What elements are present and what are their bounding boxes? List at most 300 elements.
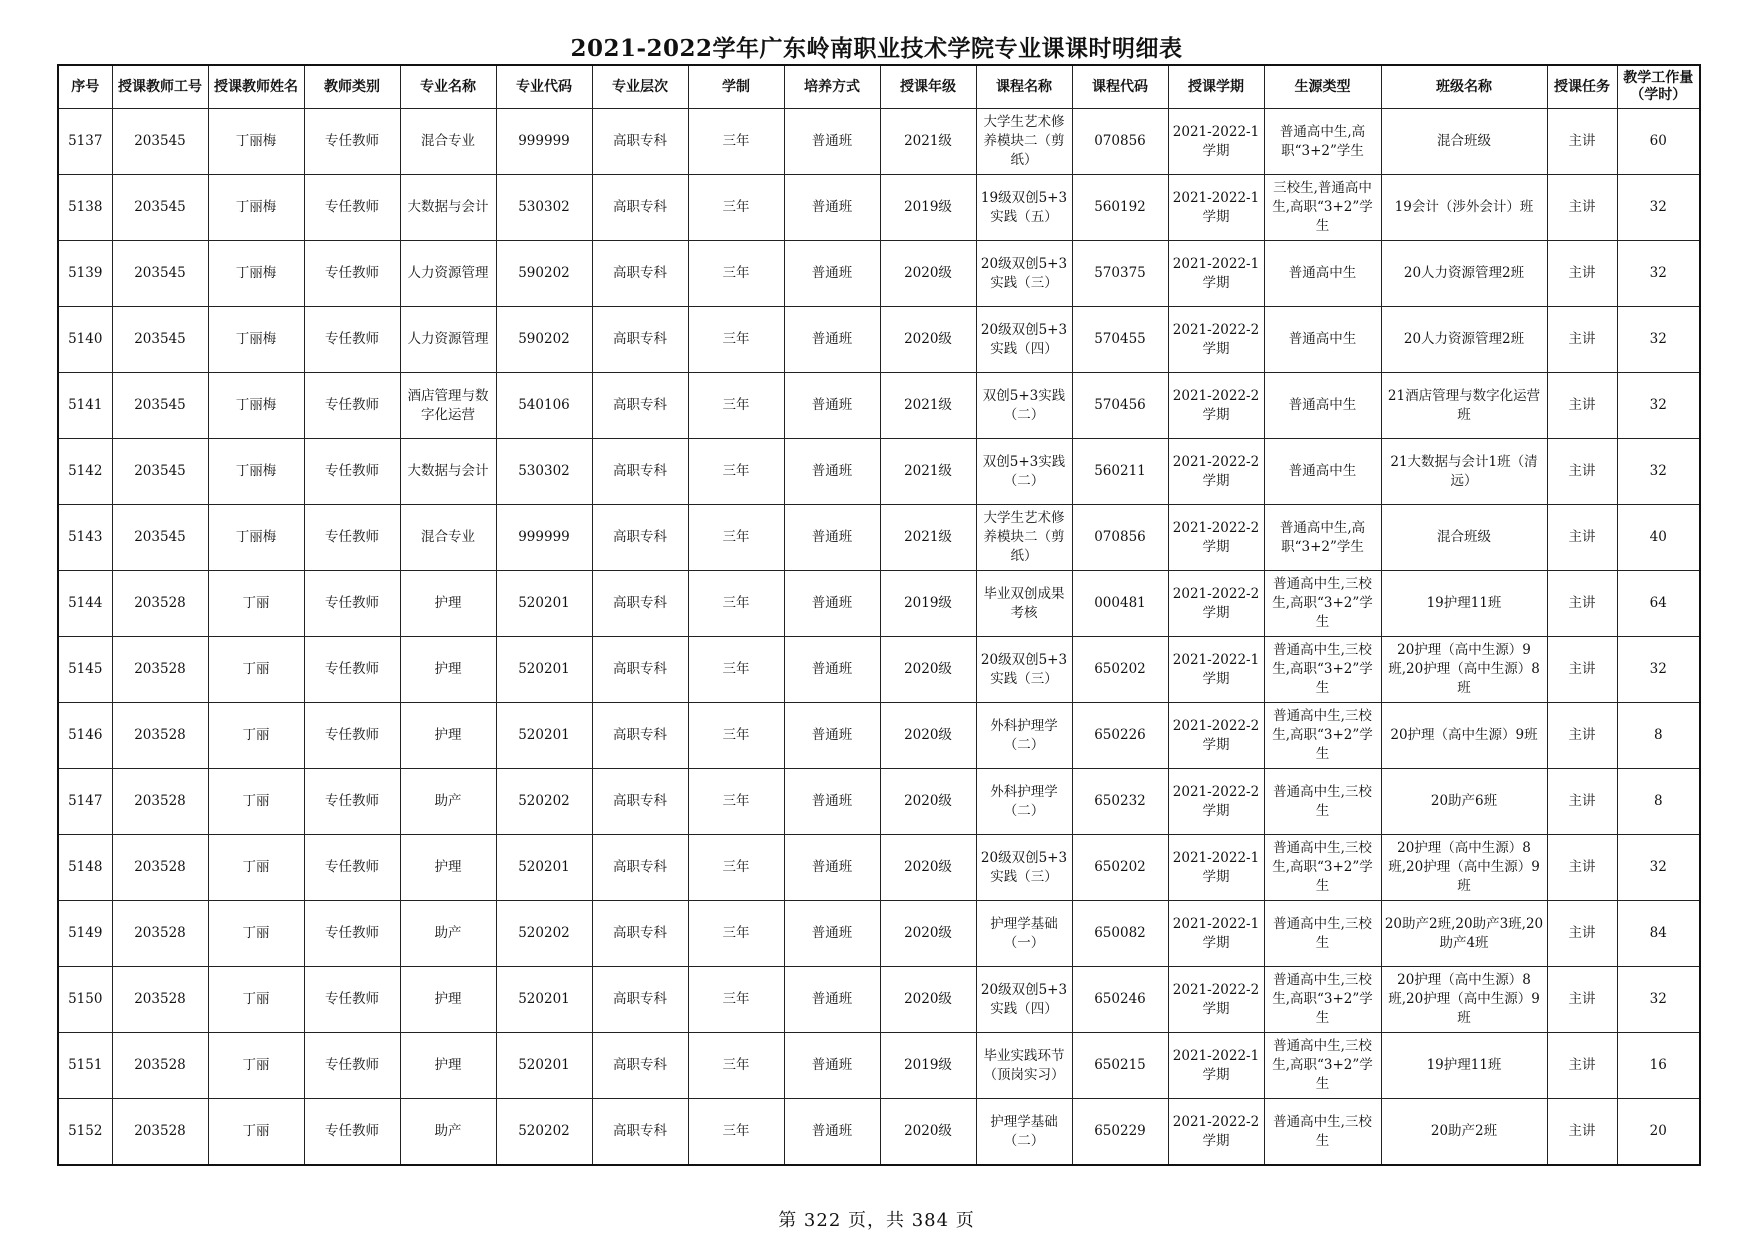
table-cell: 普通高中生 xyxy=(1264,439,1381,505)
table-cell: 19会计（涉外会计）班 xyxy=(1381,175,1547,241)
table-cell: 混合专业 xyxy=(400,505,496,571)
table-cell: 普通班 xyxy=(784,505,880,571)
table-cell: 2021-2022-2学期 xyxy=(1168,703,1264,769)
table-cell: 高职专科 xyxy=(592,307,688,373)
page-footer: 第 322 页，共 384 页 xyxy=(778,1210,975,1231)
table-cell: 三年 xyxy=(688,175,784,241)
table-cell: 5146 xyxy=(58,703,112,769)
table-cell: 20级双创5+3实践（三） xyxy=(976,835,1072,901)
table-cell: 混合专业 xyxy=(400,109,496,175)
table-cell: 5148 xyxy=(58,835,112,901)
table-cell: 丁丽 xyxy=(208,901,304,967)
column-header: 专业名称 xyxy=(400,65,496,109)
table-cell: 203545 xyxy=(112,109,208,175)
table-row xyxy=(58,241,1700,307)
table-cell: 5150 xyxy=(58,967,112,1033)
table-cell: 混合班级 xyxy=(1381,109,1547,175)
table-cell: 650229 xyxy=(1072,1099,1168,1166)
table-cell: 2020级 xyxy=(880,703,976,769)
table-cell: 32 xyxy=(1617,967,1700,1033)
table-cell: 2021-2022-1学期 xyxy=(1168,835,1264,901)
table-cell: 21酒店管理与数字化运营班 xyxy=(1381,373,1547,439)
table-cell: 999999 xyxy=(496,109,592,175)
table-cell: 203528 xyxy=(112,769,208,835)
table-cell: 丁丽 xyxy=(208,1033,304,1099)
table-cell: 203528 xyxy=(112,1099,208,1166)
table-cell: 2021-2022-2学期 xyxy=(1168,967,1264,1033)
table-cell: 丁丽 xyxy=(208,835,304,901)
table-cell: 普通高中生,三校生 xyxy=(1264,1099,1381,1166)
table-row xyxy=(58,307,1700,373)
table-cell: 普通班 xyxy=(784,109,880,175)
column-header: 课程名称 xyxy=(976,65,1072,109)
table-cell: 203545 xyxy=(112,241,208,307)
table-cell: 专任教师 xyxy=(304,439,400,505)
table-cell: 三年 xyxy=(688,703,784,769)
table-cell: 普通高中生,三校生 xyxy=(1264,769,1381,835)
table-cell: 2021级 xyxy=(880,373,976,439)
table-cell: 普通高中生,三校生,高职“3+2”学生 xyxy=(1264,1033,1381,1099)
table-cell: 19护理11班 xyxy=(1381,1033,1547,1099)
table-cell: 普通班 xyxy=(784,1033,880,1099)
table-cell: 专任教师 xyxy=(304,835,400,901)
table-cell: 32 xyxy=(1617,439,1700,505)
column-header: 序号 xyxy=(58,65,112,109)
table-cell: 专任教师 xyxy=(304,967,400,1033)
table-cell: 2020级 xyxy=(880,1099,976,1166)
table-cell: 203528 xyxy=(112,835,208,901)
table-cell: 203528 xyxy=(112,1033,208,1099)
column-header: 授课教师工号 xyxy=(112,65,208,109)
table-cell: 203528 xyxy=(112,703,208,769)
table-cell: 5149 xyxy=(58,901,112,967)
table-row xyxy=(58,835,1700,901)
table-cell: 丁丽 xyxy=(208,703,304,769)
table-cell: 5139 xyxy=(58,241,112,307)
table-cell: 专任教师 xyxy=(304,307,400,373)
table-cell: 2020级 xyxy=(880,307,976,373)
table-cell: 590202 xyxy=(496,241,592,307)
table-cell: 专任教师 xyxy=(304,1099,400,1166)
table-row xyxy=(58,109,1700,175)
table-cell: 20 xyxy=(1617,1099,1700,1166)
table-cell: 2021-2022-2学期 xyxy=(1168,769,1264,835)
table-cell: 双创5+3实践（二） xyxy=(976,373,1072,439)
table-cell: 普通班 xyxy=(784,307,880,373)
table-cell: 主讲 xyxy=(1547,835,1617,901)
table-row xyxy=(58,703,1700,769)
table-cell: 护理 xyxy=(400,835,496,901)
table-cell: 丁丽 xyxy=(208,571,304,637)
table-row xyxy=(58,901,1700,967)
table-row xyxy=(58,439,1700,505)
table-cell: 2021-2022-2学期 xyxy=(1168,307,1264,373)
table-cell: 护理 xyxy=(400,571,496,637)
table-cell: 助产 xyxy=(400,769,496,835)
table-cell: 大数据与会计 xyxy=(400,439,496,505)
table-cell: 070856 xyxy=(1072,109,1168,175)
table-cell: 高职专科 xyxy=(592,505,688,571)
table-cell: 650232 xyxy=(1072,769,1168,835)
table-cell: 普通班 xyxy=(784,637,880,703)
table-cell: 520201 xyxy=(496,1033,592,1099)
table-cell: 三年 xyxy=(688,967,784,1033)
table-row xyxy=(58,967,1700,1033)
table-cell: 650246 xyxy=(1072,967,1168,1033)
column-header: 班级名称 xyxy=(1381,65,1547,109)
table-cell: 2020级 xyxy=(880,637,976,703)
table-cell: 2020级 xyxy=(880,241,976,307)
table-cell: 650215 xyxy=(1072,1033,1168,1099)
table-cell: 护理学基础（二） xyxy=(976,1099,1072,1166)
table-cell: 203545 xyxy=(112,175,208,241)
table-cell: 专任教师 xyxy=(304,505,400,571)
table-cell: 203528 xyxy=(112,901,208,967)
table-cell: 主讲 xyxy=(1547,769,1617,835)
table-cell: 20助产2班,20助产3班,20助产4班 xyxy=(1381,901,1547,967)
table-cell: 高职专科 xyxy=(592,1033,688,1099)
table-cell: 普通高中生,三校生,高职“3+2”学生 xyxy=(1264,703,1381,769)
table-cell: 570456 xyxy=(1072,373,1168,439)
table-cell: 普通班 xyxy=(784,373,880,439)
table-cell: 主讲 xyxy=(1547,109,1617,175)
table-cell: 普通高中生,三校生,高职“3+2”学生 xyxy=(1264,637,1381,703)
table-row xyxy=(58,175,1700,241)
table-cell: 三年 xyxy=(688,241,784,307)
table-cell: 20助产6班 xyxy=(1381,769,1547,835)
table-cell: 570375 xyxy=(1072,241,1168,307)
table-cell: 普通高中生 xyxy=(1264,373,1381,439)
table-cell: 32 xyxy=(1617,307,1700,373)
table-cell: 三年 xyxy=(688,373,784,439)
table-cell: 19护理11班 xyxy=(1381,571,1547,637)
table-cell: 5145 xyxy=(58,637,112,703)
table-row xyxy=(58,637,1700,703)
table-cell: 高职专科 xyxy=(592,1099,688,1166)
table-cell: 主讲 xyxy=(1547,241,1617,307)
table-cell: 普通班 xyxy=(784,571,880,637)
table-cell: 203545 xyxy=(112,307,208,373)
table-cell: 2021-2022-1学期 xyxy=(1168,109,1264,175)
table-cell: 普通高中生,三校生,高职“3+2”学生 xyxy=(1264,967,1381,1033)
table-cell: 三年 xyxy=(688,1099,784,1166)
table-cell: 高职专科 xyxy=(592,703,688,769)
table-cell: 大学生艺术修养模块二（剪纸） xyxy=(976,109,1072,175)
table-cell: 40 xyxy=(1617,505,1700,571)
table-row xyxy=(58,373,1700,439)
table-cell: 32 xyxy=(1617,373,1700,439)
column-header: 授课教师姓名 xyxy=(208,65,304,109)
table-cell: 2021-2022-1学期 xyxy=(1168,637,1264,703)
table-cell: 高职专科 xyxy=(592,439,688,505)
table-cell: 5152 xyxy=(58,1099,112,1166)
table-cell: 专任教师 xyxy=(304,901,400,967)
table-cell: 32 xyxy=(1617,835,1700,901)
table-cell: 专任教师 xyxy=(304,109,400,175)
table-cell: 主讲 xyxy=(1547,373,1617,439)
table-cell: 普通班 xyxy=(784,703,880,769)
table-cell: 主讲 xyxy=(1547,967,1617,1033)
column-header: 教师类别 xyxy=(304,65,400,109)
table-cell: 高职专科 xyxy=(592,769,688,835)
table-cell: 主讲 xyxy=(1547,1033,1617,1099)
table-cell: 650082 xyxy=(1072,901,1168,967)
table-cell: 530302 xyxy=(496,439,592,505)
table-cell: 5140 xyxy=(58,307,112,373)
table-cell: 普通班 xyxy=(784,901,880,967)
table-cell: 2021-2022-1学期 xyxy=(1168,241,1264,307)
table-cell: 590202 xyxy=(496,307,592,373)
table-cell: 2021-2022-1学期 xyxy=(1168,901,1264,967)
table-cell: 专任教师 xyxy=(304,703,400,769)
table-cell: 650226 xyxy=(1072,703,1168,769)
table-cell: 20级双创5+3实践（四） xyxy=(976,307,1072,373)
table-cell: 丁丽 xyxy=(208,769,304,835)
table-row xyxy=(58,1033,1700,1099)
table-cell: 560211 xyxy=(1072,439,1168,505)
table-cell: 2021级 xyxy=(880,505,976,571)
table-cell: 5143 xyxy=(58,505,112,571)
table-cell: 5144 xyxy=(58,571,112,637)
table-cell: 高职专科 xyxy=(592,835,688,901)
table-cell: 203528 xyxy=(112,967,208,1033)
table-cell: 普通高中生,三校生,高职“3+2”学生 xyxy=(1264,571,1381,637)
table-cell: 外科护理学（二） xyxy=(976,703,1072,769)
table-cell: 丁丽梅 xyxy=(208,109,304,175)
table-cell: 520202 xyxy=(496,901,592,967)
table-cell: 2021-2022-2学期 xyxy=(1168,439,1264,505)
table-cell: 520202 xyxy=(496,769,592,835)
table-cell: 护理 xyxy=(400,703,496,769)
table-cell: 203528 xyxy=(112,571,208,637)
table-row xyxy=(58,505,1700,571)
table-cell: 丁丽梅 xyxy=(208,439,304,505)
table-cell: 84 xyxy=(1617,901,1700,967)
table-cell: 大学生艺术修养模块二（剪纸） xyxy=(976,505,1072,571)
table-cell: 20护理（高中生源）8班,20护理（高中生源）9班 xyxy=(1381,967,1547,1033)
table-cell: 高职专科 xyxy=(592,373,688,439)
table-cell: 2021级 xyxy=(880,109,976,175)
table-cell: 2021-2022-2学期 xyxy=(1168,1099,1264,1166)
table-cell: 64 xyxy=(1617,571,1700,637)
table-cell: 毕业双创成果考核 xyxy=(976,571,1072,637)
table-cell: 普通高中生,高职“3+2”学生 xyxy=(1264,505,1381,571)
table-cell: 大数据与会计 xyxy=(400,175,496,241)
table-cell: 普通高中生 xyxy=(1264,307,1381,373)
table-cell: 203545 xyxy=(112,505,208,571)
table-cell: 20级双创5+3实践（四） xyxy=(976,967,1072,1033)
table-cell: 丁丽梅 xyxy=(208,373,304,439)
table-cell: 三年 xyxy=(688,505,784,571)
table-cell: 2020级 xyxy=(880,769,976,835)
table-cell: 2021-2022-2学期 xyxy=(1168,571,1264,637)
table-cell: 20护理（高中生源）9班 xyxy=(1381,703,1547,769)
table-cell: 20级双创5+3实践（三） xyxy=(976,637,1072,703)
table-cell: 专任教师 xyxy=(304,637,400,703)
table-cell: 203545 xyxy=(112,373,208,439)
table-row xyxy=(58,1099,1700,1166)
table-cell: 5138 xyxy=(58,175,112,241)
table-cell: 20助产2班 xyxy=(1381,1099,1547,1166)
course-hours-table xyxy=(57,64,1701,1166)
column-header: 生源类型 xyxy=(1264,65,1381,109)
table-cell: 三年 xyxy=(688,439,784,505)
table-cell: 高职专科 xyxy=(592,901,688,967)
table-cell: 650202 xyxy=(1072,835,1168,901)
table-cell: 20护理（高中生源）9班,20护理（高中生源）8班 xyxy=(1381,637,1547,703)
table-cell: 520201 xyxy=(496,571,592,637)
table-cell: 外科护理学（二） xyxy=(976,769,1072,835)
table-cell: 混合班级 xyxy=(1381,505,1547,571)
table-cell: 19级双创5+3实践（五） xyxy=(976,175,1072,241)
table-row xyxy=(58,571,1700,637)
table-cell: 520201 xyxy=(496,637,592,703)
table-cell: 普通班 xyxy=(784,1099,880,1166)
table-cell: 2020级 xyxy=(880,835,976,901)
table-cell: 000481 xyxy=(1072,571,1168,637)
table-cell: 三年 xyxy=(688,1033,784,1099)
table-cell: 三年 xyxy=(688,901,784,967)
table-cell: 丁丽 xyxy=(208,967,304,1033)
table-cell: 520201 xyxy=(496,703,592,769)
table-cell: 20级双创5+3实践（三） xyxy=(976,241,1072,307)
column-header: 授课学期 xyxy=(1168,65,1264,109)
table-cell: 主讲 xyxy=(1547,307,1617,373)
table-cell: 普通班 xyxy=(784,439,880,505)
table-cell: 5142 xyxy=(58,439,112,505)
table-cell: 主讲 xyxy=(1547,439,1617,505)
table-cell: 助产 xyxy=(400,1099,496,1166)
table-cell: 高职专科 xyxy=(592,637,688,703)
table-cell: 高职专科 xyxy=(592,175,688,241)
table-cell: 普通高中生 xyxy=(1264,241,1381,307)
table-cell: 主讲 xyxy=(1547,637,1617,703)
table-cell: 人力资源管理 xyxy=(400,241,496,307)
table-cell: 520202 xyxy=(496,1099,592,1166)
table-cell: 三年 xyxy=(688,835,784,901)
table-cell: 32 xyxy=(1617,175,1700,241)
table-header-row xyxy=(58,65,1700,109)
table-cell: 2019级 xyxy=(880,1033,976,1099)
table-cell: 丁丽梅 xyxy=(208,241,304,307)
table-cell: 专任教师 xyxy=(304,571,400,637)
column-header: 专业层次 xyxy=(592,65,688,109)
table-cell: 20人力资源管理2班 xyxy=(1381,307,1547,373)
table-cell: 护理 xyxy=(400,967,496,1033)
table-cell: 2021级 xyxy=(880,439,976,505)
table-cell: 32 xyxy=(1617,637,1700,703)
table-cell: 8 xyxy=(1617,703,1700,769)
table-cell: 520201 xyxy=(496,835,592,901)
table-cell: 毕业实践环节（顶岗实习） xyxy=(976,1033,1072,1099)
table-cell: 护理 xyxy=(400,1033,496,1099)
table-cell: 主讲 xyxy=(1547,571,1617,637)
table-cell: 专任教师 xyxy=(304,769,400,835)
page-title: 2021-2022学年广东岭南职业技术学院专业课课时明细表 xyxy=(570,35,1183,62)
table-cell: 520201 xyxy=(496,967,592,1033)
table-cell: 高职专科 xyxy=(592,241,688,307)
table-cell: 丁丽梅 xyxy=(208,505,304,571)
table-cell: 高职专科 xyxy=(592,571,688,637)
column-header: 课程代码 xyxy=(1072,65,1168,109)
table-cell: 普通班 xyxy=(784,175,880,241)
table-cell: 2021-2022-2学期 xyxy=(1168,373,1264,439)
table-cell: 2019级 xyxy=(880,571,976,637)
table-cell: 60 xyxy=(1617,109,1700,175)
table-cell: 普通班 xyxy=(784,241,880,307)
table-cell: 丁丽梅 xyxy=(208,307,304,373)
table-cell: 203545 xyxy=(112,439,208,505)
table-cell: 主讲 xyxy=(1547,505,1617,571)
table-cell: 三年 xyxy=(688,637,784,703)
table-cell: 双创5+3实践（二） xyxy=(976,439,1072,505)
table-cell: 三校生,普通高中生,高职“3+2”学生 xyxy=(1264,175,1381,241)
table-cell: 三年 xyxy=(688,571,784,637)
table-cell: 2019级 xyxy=(880,175,976,241)
table-cell: 5151 xyxy=(58,1033,112,1099)
table-cell: 专任教师 xyxy=(304,373,400,439)
table-cell: 5147 xyxy=(58,769,112,835)
column-header: 培养方式 xyxy=(784,65,880,109)
table-cell: 070856 xyxy=(1072,505,1168,571)
table-cell: 普通班 xyxy=(784,967,880,1033)
table-cell: 8 xyxy=(1617,769,1700,835)
table-cell: 530302 xyxy=(496,175,592,241)
table-cell: 三年 xyxy=(688,769,784,835)
table-cell: 专任教师 xyxy=(304,175,400,241)
table-row xyxy=(58,769,1700,835)
table-cell: 高职专科 xyxy=(592,109,688,175)
table-cell: 540106 xyxy=(496,373,592,439)
table-cell: 5137 xyxy=(58,109,112,175)
table-cell: 21大数据与会计1班（清远） xyxy=(1381,439,1547,505)
table-cell: 主讲 xyxy=(1547,901,1617,967)
table-cell: 650202 xyxy=(1072,637,1168,703)
table-cell: 普通高中生,三校生,高职“3+2”学生 xyxy=(1264,835,1381,901)
table-cell: 专任教师 xyxy=(304,1033,400,1099)
column-header: 专业代码 xyxy=(496,65,592,109)
column-header: 授课任务 xyxy=(1547,65,1617,109)
table-cell: 2020级 xyxy=(880,901,976,967)
table-cell: 普通高中生,三校生 xyxy=(1264,901,1381,967)
table-cell: 丁丽 xyxy=(208,637,304,703)
table-cell: 32 xyxy=(1617,241,1700,307)
table-body xyxy=(58,109,1700,1166)
table-cell: 助产 xyxy=(400,901,496,967)
table-cell: 普通班 xyxy=(784,769,880,835)
table-cell: 16 xyxy=(1617,1033,1700,1099)
table-cell: 三年 xyxy=(688,307,784,373)
table-cell: 人力资源管理 xyxy=(400,307,496,373)
table-cell: 999999 xyxy=(496,505,592,571)
table-cell: 2020级 xyxy=(880,967,976,1033)
table-cell: 护理学基础（一） xyxy=(976,901,1072,967)
table-cell: 三年 xyxy=(688,109,784,175)
column-header: 学制 xyxy=(688,65,784,109)
table-cell: 2021-2022-1学期 xyxy=(1168,175,1264,241)
table-cell: 普通高中生,高职“3+2”学生 xyxy=(1264,109,1381,175)
table-cell: 主讲 xyxy=(1547,1099,1617,1166)
table-cell: 5141 xyxy=(58,373,112,439)
column-header: 授课年级 xyxy=(880,65,976,109)
table-cell: 20人力资源管理2班 xyxy=(1381,241,1547,307)
table-cell: 高职专科 xyxy=(592,967,688,1033)
table-cell: 酒店管理与数字化运营 xyxy=(400,373,496,439)
table-cell: 丁丽 xyxy=(208,1099,304,1166)
table-cell: 主讲 xyxy=(1547,703,1617,769)
table-cell: 普通班 xyxy=(784,835,880,901)
table-cell: 20护理（高中生源）8班,20护理（高中生源）9班 xyxy=(1381,835,1547,901)
